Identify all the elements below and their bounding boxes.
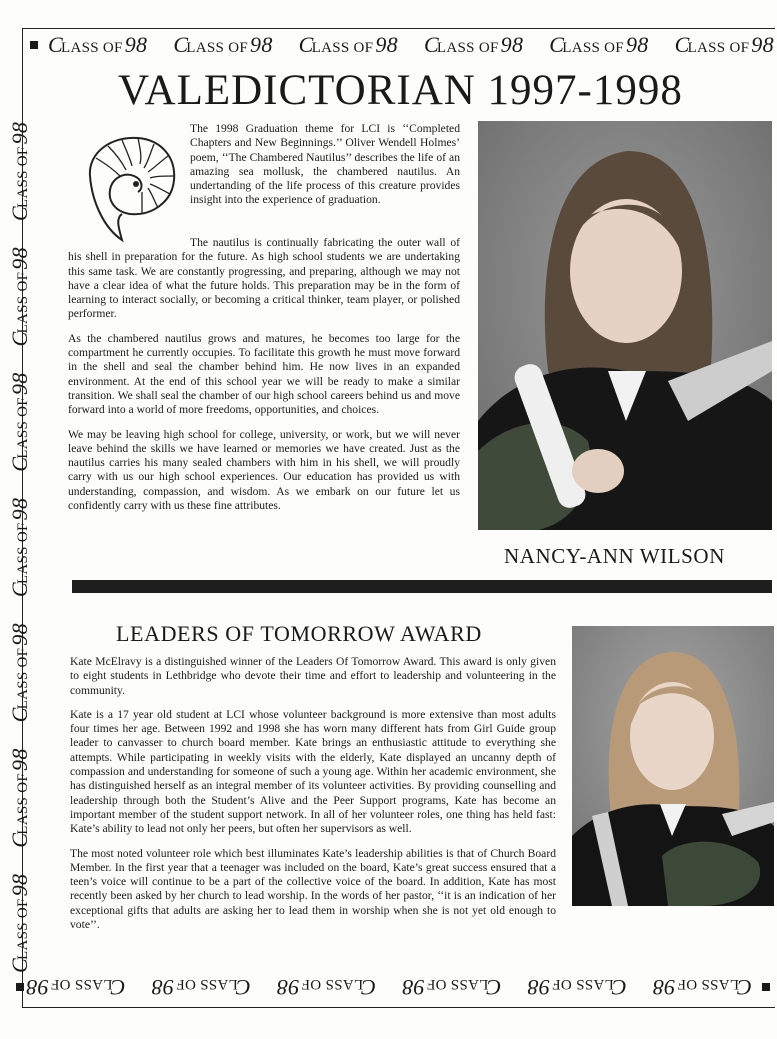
class-of-98-motif: CLASS OF98: [402, 975, 502, 1000]
border-motif-top: [26, 30, 774, 60]
class-of-98-motif: CLASS OF98: [173, 32, 273, 57]
leaders-paragraph: The most noted volunteer role which best illuminates Kate’s leadership abilities is that of Church Board Member. In the first year that a teenager was included on the board, Kate’s great success ensured that a teen’s voice will continue to be a part of the collective voice of the board. In addition, Kate has most recently been asked by her church to lead worship. In the words of her pastor, ‘‘it is an indication of her exceptional gifts that adults are asking her to lead them in worship when she is not yet old enough to vote’’.: [70, 846, 556, 932]
class-of-98-motif: CLASS OF98: [7, 372, 32, 472]
nautilus-shell-icon: [82, 132, 178, 244]
class-of-98-motif: CLASS OF98: [26, 975, 126, 1000]
class-of-98-motif: CLASS OF98: [652, 975, 752, 1000]
valedictorian-portrait-photo: [478, 121, 772, 530]
class-of-98-motif: CLASS OF98: [423, 32, 524, 57]
valedictorian-intro: The 1998 Graduation theme for LCI is ‘‘Completed Chapters and New Beginnings.’’ Oliver Wendell Holmes’ poem, ‘‘The Chambered Nautilus’’ describes the life of an amazing sea mollusk, the chambered nautilus. An undertanding of the life process of this creature provides insight into the experience of graduation.: [190, 122, 460, 207]
award-winner-portrait-photo: [572, 626, 774, 906]
valedictorian-name-caption: NANCY-ANN WILSON: [504, 544, 725, 568]
valedictorian-body: [68, 236, 460, 523]
class-of-98-motif: CLASS OF98: [527, 975, 627, 1000]
class-of-98-motif: CLASS OF98: [7, 247, 32, 347]
border-square-mark: [16, 983, 24, 991]
class-of-98-motif: CLASS OF98: [298, 32, 398, 57]
leaders-paragraph: Kate McElravy is a distinguished winner of the Leaders Of Tomorrow Award. This award is only given to eight students in Lethbridge who devote their time and effort to leadership and volunteering in the community.: [70, 655, 556, 697]
leaders-award-heading: LEADERS OF TOMORROW AWARD: [116, 621, 482, 646]
border-motif-bottom: [26, 972, 774, 1002]
border-motif-left: [5, 65, 35, 995]
class-of-98-motif: CLASS OF98: [7, 497, 32, 598]
border-square-mark: [30, 41, 38, 49]
class-of-98-motif: CLASS OF98: [7, 623, 32, 723]
valedictorian-paragraph: We may be leaving high school for college, university, or work, but we will never leave behind the skills we have learned or memories we have created. Just as the nautilus carries his many sealed chambers with him in his shell, we will proudly carry with us our high school experiences. Our education has provided us with understanding, compassion, and wisdom. As we embark on our future let us confidently carry with us these fine attributes.: [68, 427, 460, 513]
class-of-98-motif: CLASS OF98: [7, 748, 32, 848]
section-divider-bar: [72, 580, 772, 593]
class-of-98-motif: CLASS OF98: [7, 873, 32, 973]
leaders-paragraph: Kate is a 17 year old student at LCI whose volunteer background is more extensive than most adults four times her age. Between 1992 and 1998 she has worn many different hats from Girl Guide group leader to canvasser to church board member. Kate brings an enthusiastic attitude to everything she attempts. While participating in weekly visits with the elderly, Kate displayed an uncanny depth of compassion and understanding for someone of such a young age. Within her academic environment, she has distinguished herself as an integral member of its volunteer activities. By providing counselling and leadership through both the Student’s Alive and the Peer Support programs, Kate has become an important member of the student support network. In all of her volunteer roles, one thing has held fast: Kate’s ability to lead not only her peers, but often her supervisors as well.: [70, 707, 556, 836]
class-of-98-motif: CLASS OF98: [674, 32, 774, 57]
valedictorian-paragraph: As the chambered nautilus grows and matures, he becomes too large for the compartment he currently occupies. To facilitate this growth he must move forward in the shell and seal the chamber behind him. He now lives in an expanded environment. At the end of this school year we will be ready to make a similar transition. We shall seal the chamber of our high school careers behind us and move forward into a world of more freedoms, opportunities, and choices.: [68, 331, 460, 417]
leaders-award-body: [70, 655, 556, 942]
valedictorian-paragraph: The nautilus is continually fabricating the outer wall of his shell in preparation for the future. As high school students we are undertaking this same task. We are constantly progressing, and preparing, although we may not have a clear idea of what the future holds. This preparation may be in the form of learning to interact socially, or becoming a critical thinker, team player, or polished performer.: [68, 236, 460, 321]
border-square-mark: [762, 983, 770, 991]
class-of-98-motif: CLASS OF98: [7, 121, 32, 222]
class-of-98-motif: CLASS OF98: [151, 975, 251, 1000]
class-of-98-motif: CLASS OF98: [549, 32, 649, 57]
class-of-98-motif: CLASS OF98: [48, 32, 148, 57]
valedictorian-title: VALEDICTORIAN 1997-1998: [118, 67, 683, 114]
class-of-98-motif: CLASS OF98: [276, 975, 377, 1000]
